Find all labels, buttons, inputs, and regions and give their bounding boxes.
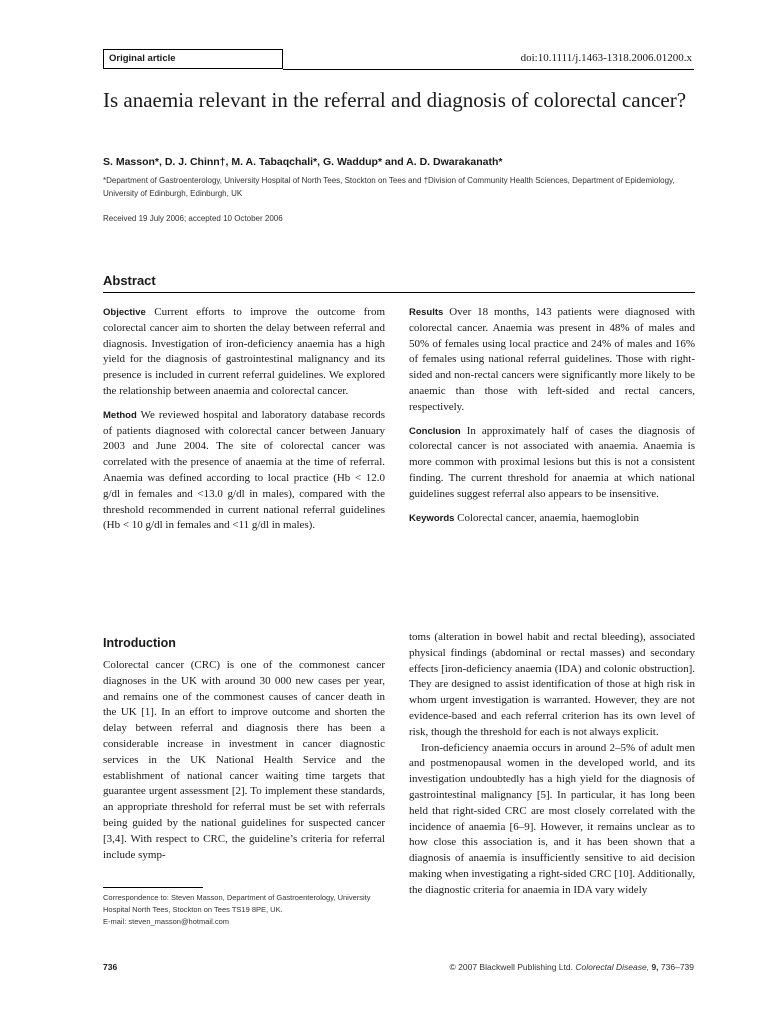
objective-text: Current efforts to improve the outcome from colorectal cancer aim to shorten the delay between referral and diagnosis. Investigation of iron-deficiency anaemia has a high yield for the diagnosis of gastrointestinal malignancy and its presence is included in current referral guidelines. We explored the relationship between anaemia and colorectal cancer.	[103, 306, 386, 397]
abstract-conclusion	[409, 424, 695, 503]
author-list: S. Masson*, D. J. Chinn†, M. A. Tabaqchali*, G. Waddup* and A. D. Dwarakanath*	[103, 156, 503, 168]
copyright-text: © 2007 Blackwell Publishing Ltd.	[449, 962, 573, 972]
abstract-objective	[103, 305, 385, 400]
keywords-label: Keywords	[409, 512, 455, 524]
footnote-rule	[103, 887, 203, 888]
footnote-line: Correspondence to: Steven Masson, Department of Gastroenterology, University	[103, 893, 371, 902]
journal-volume: 9,	[651, 962, 659, 972]
introduction-right-column	[409, 630, 695, 899]
abstract-keywords	[409, 511, 695, 527]
results-text: Over 18 months, 143 patients were diagnosed with colorectal cancer. Anaemia was present in 48% of males and 50% of females using local practice and 24% of males and 16% of females using national referral guidelines. Those with right-sided and non-rectal cancers were significantly more likely to be anaemic than those with left-sided and rectal cancers, respectively.	[409, 306, 695, 413]
conclusion-text: In approximately half of cases the diagnosis of colorectal cancer is not associated with anaemia. Anaemia is more common with proximal lesions but this is not a consistent finding. The current threshold for anaemia at which national guidelines suggest referral also appears to be insensitive.	[409, 424, 695, 500]
abstract-heading: Abstract	[103, 273, 156, 288]
footnote-line: Hospital North Tees, Stockton on Tees TS19 8PE, UK.	[103, 905, 283, 914]
correspondence-footnote	[103, 892, 393, 928]
abstract-results	[409, 305, 695, 416]
received-dates: Received 19 July 2006; accepted 10 October 2006	[103, 214, 283, 223]
results-label: Results	[409, 307, 444, 318]
journal-name: Colorectal Disease,	[575, 962, 650, 972]
footnote-email[interactable]: E-mail: steven_masson@hotmail.com	[103, 917, 229, 926]
conclusion-label: Conclusion	[409, 425, 461, 437]
abstract-rule	[103, 292, 695, 293]
copyright-line	[450, 962, 694, 972]
method-label: Method	[103, 409, 137, 421]
abstract-method	[103, 408, 385, 534]
intro-paragraph-2: toms (alteration in bowel habit and rectal bleeding), associated physical findings (abdominal or rectal masses) and secondary effects [iron-deficiency anaemia (IDA) and colonic obstruction]. They are designed to assist identification of those at high risk in whom urgent investigation is warranted. However, they are not evidence-based and each referral criterion has its own level of risk, though the threshold for each is not always explicit.	[409, 631, 695, 738]
introduction-left-column	[103, 658, 385, 863]
objective-label: Objective	[103, 307, 146, 318]
doi[interactable]: doi:10.1111/j.1463-1318.2006.01200.x	[520, 52, 692, 64]
affiliations: *Department of Gastroenterology, University Hospital of North Tees, Stockton on Tees and †Division of Community Health Sciences, Department of Epidemiology, University of Edinburgh, Edinburgh, UK	[103, 176, 675, 198]
introduction-heading: Introduction	[103, 636, 176, 650]
page-number: 736	[103, 962, 118, 972]
intro-paragraph-1: Colorectal cancer (CRC) is one of the commonest cancer diagnoses in the UK with around 30 000 new cases per year, and remains one of the commonest causes of cancer death in the UK [1]. In an effort to improve outcome and shorten the delay between referral and diagnosis there has been a considerable increase in investment in cancer diagnostic services in the UK National Health Service and the establishment of national cancer waiting time targets that guarantee urgent assessment [2]. To implement these standards, an appropriate threshold for referral must be set with referrals being guided by the national guidelines for suspected cancer [3,4]. With respect to CRC, the guideline’s criteria for referral include symp-	[103, 659, 385, 861]
abstract-left-column	[103, 305, 385, 534]
article-type-label: Original article	[103, 49, 283, 69]
keywords-text: Colorectal cancer, anaemia, haemoglobin	[457, 511, 640, 524]
intro-paragraph-3: Iron-deficiency anaemia occurs in around 2–5% of adult men and postmenopausal women in the developed world, and its investigation undoubtedly has a high yield for the diagnosis of gastrointestinal malignancy [5]. In particular, it has long been held that right-sided CRC are most closely correlated with the incidence of anaemia [6–9]. However, it remains unclear as to how close this association is, and it has been shown that a diagnosis of anaemia is insufficiently sensitive to aid decision making when investigating a right-sided CRC [10]. Additionally, the diagnostic criteria for anaemia in IDA vary widely	[409, 741, 695, 896]
abstract-right-column	[409, 305, 695, 526]
header-rule	[283, 69, 694, 70]
article-title: Is anaemia relevant in the referral and diagnosis of colorectal cancer?	[103, 88, 687, 112]
method-text: We reviewed hospital and laboratory database records of patients diagnosed with colorectal cancer between January 2003 and June 2004. The site of colorectal cancer was correlated with the presence of anaemia at the time of referral. Anaemia was defined according to local practice (Hb < 12.0 g/dl in females and <13.0 g/dl in males), compared with the threshold recommended in current national referral guidelines (Hb < 10 g/dl in females and <11 g/dl in males).	[103, 408, 385, 532]
page-range: 736–739	[660, 962, 694, 972]
